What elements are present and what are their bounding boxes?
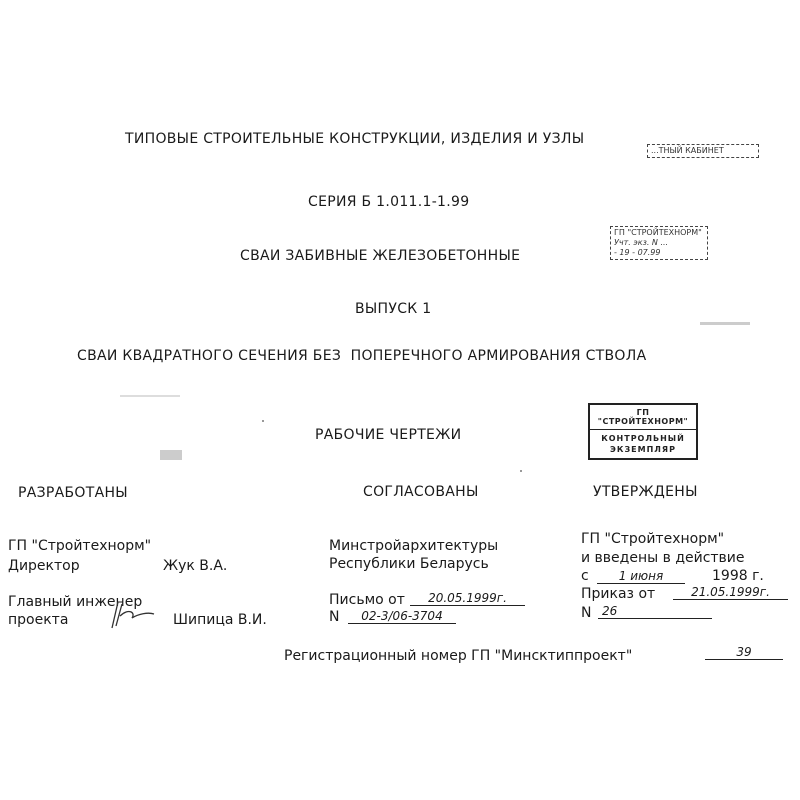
enacted-year: 1998 г. [712,568,764,584]
letter-number-label: N [329,609,340,625]
issue-number: ВЫПУСК 1 [355,301,432,317]
registry-stamp-line: - 19 - 07.99 [614,248,661,257]
enacted-text: и введены в действие [581,550,745,566]
series-number: СЕРИЯ Б 1.011.1-1.99 [308,194,470,210]
enacted-date: 1 июня [597,569,685,584]
chief-engineer-name: Шипица В.И. [173,612,267,628]
developed-heading: РАЗРАБОТАНЫ [18,485,128,501]
scan-speck [520,470,522,472]
cabinet-stamp: ...ТНЫЙ КАБИНЕТ [647,144,759,158]
agreed-org: Минстройархитектуры [329,538,499,554]
order-date: 21.05.1999г. [673,585,788,600]
agreed-org: Республики Беларусь [329,556,489,572]
scan-speck [262,420,264,422]
enacted-from-label: с [581,568,589,584]
approver-org: ГП "Стройтехнорм" [581,531,725,547]
chief-engineer-label: проекта [8,612,69,628]
letter-number: 02-3/06-3704 [348,609,456,624]
control-copy-stamp [588,403,698,460]
agreed-heading: СОГЛАСОВАНЫ [363,484,479,500]
registry-stamp [610,226,708,260]
subject-title: СВАИ ЗАБИВНЫЕ ЖЕЛЕЗОБЕТОННЫЕ [240,248,521,264]
control-stamp-org: ГП "СТРОЙТЕХНОРМ" [590,405,696,430]
doc-type: РАБОЧИЕ ЧЕРТЕЖИ [315,427,462,443]
letter-date: 20.05.1999г. [410,591,525,606]
order-number: 26 [598,604,712,619]
registry-stamp-line: Учт. экз. N ... [614,238,669,247]
order-number-label: N [581,605,592,621]
registration-number: 39 [705,645,783,660]
order-label: Приказ от [581,586,656,602]
director-label: Директор [8,558,80,574]
scan-speck [160,450,182,460]
scan-speck [120,395,180,397]
document-title: ТИПОВЫЕ СТРОИТЕЛЬНЫЕ КОНСТРУКЦИИ, ИЗДЕЛИЯ И УЗЛЫ [125,131,585,147]
approved-heading: УТВЕРЖДЕНЫ [593,484,698,500]
control-stamp-label: КОНТРОЛЬНЫЙ [601,434,685,443]
signature [108,598,158,630]
issue-title: СВАИ КВАДРАТНОГО СЕЧЕНИЯ БЕЗ ПОПЕРЕЧНОГО АРМИРОВАНИЯ СТВОЛА [77,348,647,364]
scan-speck [700,322,750,325]
registry-stamp-line: ГП "СТРОЙТЕХНОРМ" [614,228,702,237]
letter-label: Письмо от [329,592,405,608]
developer-org: ГП "Стройтехнорм" [8,538,152,554]
chief-engineer-label: Главный инженер [8,594,143,610]
control-stamp-label: ЭКЗЕМПЛЯР [610,445,676,454]
director-name: Жук В.А. [163,558,228,574]
registration-label: Регистрационный номер ГП "Минсктиппроект" [284,648,633,664]
